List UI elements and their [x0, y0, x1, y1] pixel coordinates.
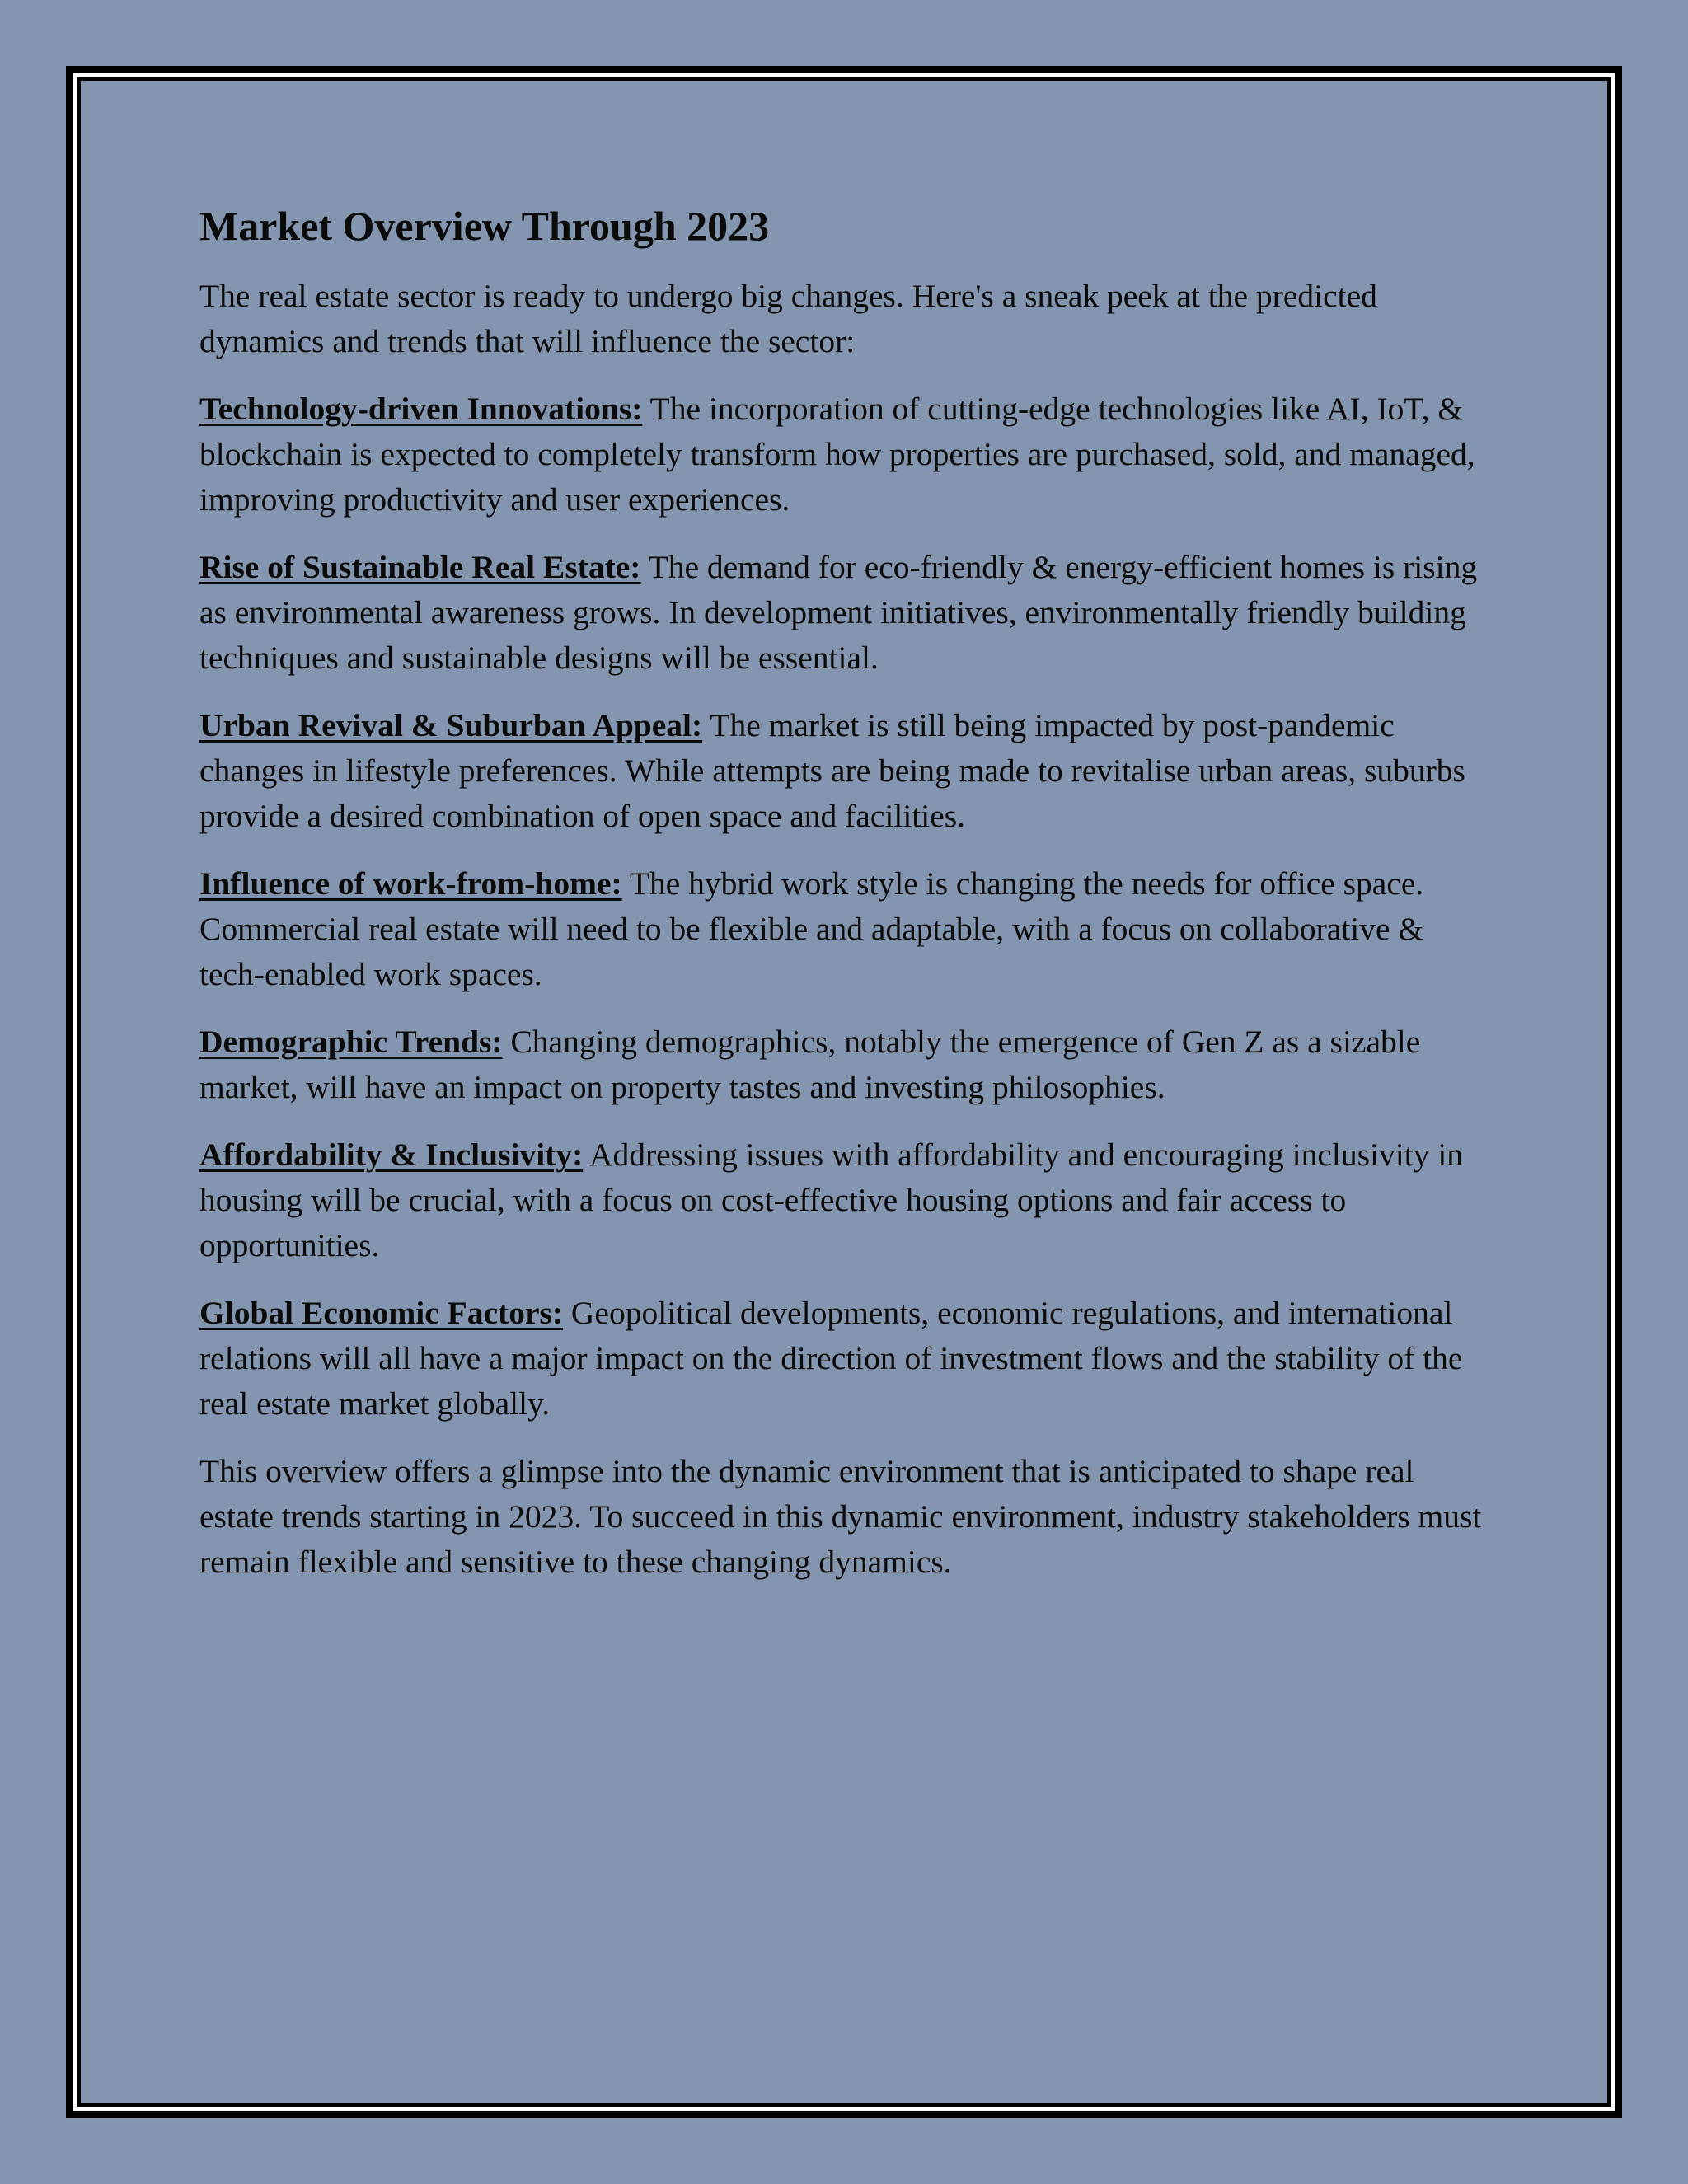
document-body [199, 198, 1493, 1607]
intro-paragraph: The real estate sector is ready to undergo big changes. Here's a sneak peek at the predicted dynamics and trends that will influence the sector: [199, 278, 1377, 359]
section-heading: Influence of work-from-home: [199, 865, 622, 902]
section-text: The hybrid work style is changing the needs for office space. Commercial real estate will need to be flexible and adaptable, with a focus on collaborative & tech-enabled work spaces. [199, 865, 1424, 992]
section-affordability [199, 1132, 1493, 1268]
section-heading: Technology-driven Innovations: [199, 391, 643, 427]
section-heading: Urban Revival & Suburban Appeal: [199, 707, 703, 743]
section-demographic [199, 1019, 1493, 1110]
section-heading: Rise of Sustainable Real Estate: [199, 549, 641, 585]
section-global-economic [199, 1291, 1493, 1427]
page-title: Market Overview Through 2023 [199, 203, 770, 249]
section-text: The incorporation of cutting-edge technologies like AI, IoT, & blockchain is expected to completely transform how properties are purchased, sold, and managed, improving productivity and user experiences. [199, 391, 1475, 518]
section-heading: Affordability & Inclusivity: [199, 1137, 584, 1173]
conclusion-paragraph: This overview offers a glimpse into the dynamic environment that is anticipated to shape real estate trends starting in 2023. To succeed in this dynamic environment, industry stakeholders must remain flexible and sensitive to these changing dynamics. [199, 1453, 1482, 1580]
section-heading: Demographic Trends: [199, 1024, 503, 1060]
section-text: Changing demographics, notably the emergence of Gen Z as a sizable market, will have an impact on property tastes and investing philosophies. [199, 1024, 1421, 1105]
section-text: Addressing issues with affordability and encouraging inclusivity in housing will be crucial, with a focus on cost-effective housing options and fair access to opportunities. [199, 1137, 1464, 1263]
section-sustainable [199, 545, 1493, 681]
section-work-from-home [199, 861, 1493, 997]
section-text: The demand for eco-friendly & energy-efficient homes is rising as environmental awareness grows. In development initiatives, environmentally friendly building techniques and sustainable designs will be essential. [199, 549, 1478, 676]
section-text: The market is still being impacted by post-pandemic changes in lifestyle preferences. While attempts are being made to revitalise urban areas, suburbs provide a desired combination of open space and facilities. [199, 707, 1465, 834]
section-text: Geopolitical developments, economic regulations, and international relations will all have a major impact on the direction of investment flows and the stability of the real estate market globally. [199, 1295, 1463, 1422]
section-technology [199, 387, 1493, 523]
section-urban-revival [199, 703, 1493, 839]
section-heading: Global Economic Factors: [199, 1295, 564, 1331]
